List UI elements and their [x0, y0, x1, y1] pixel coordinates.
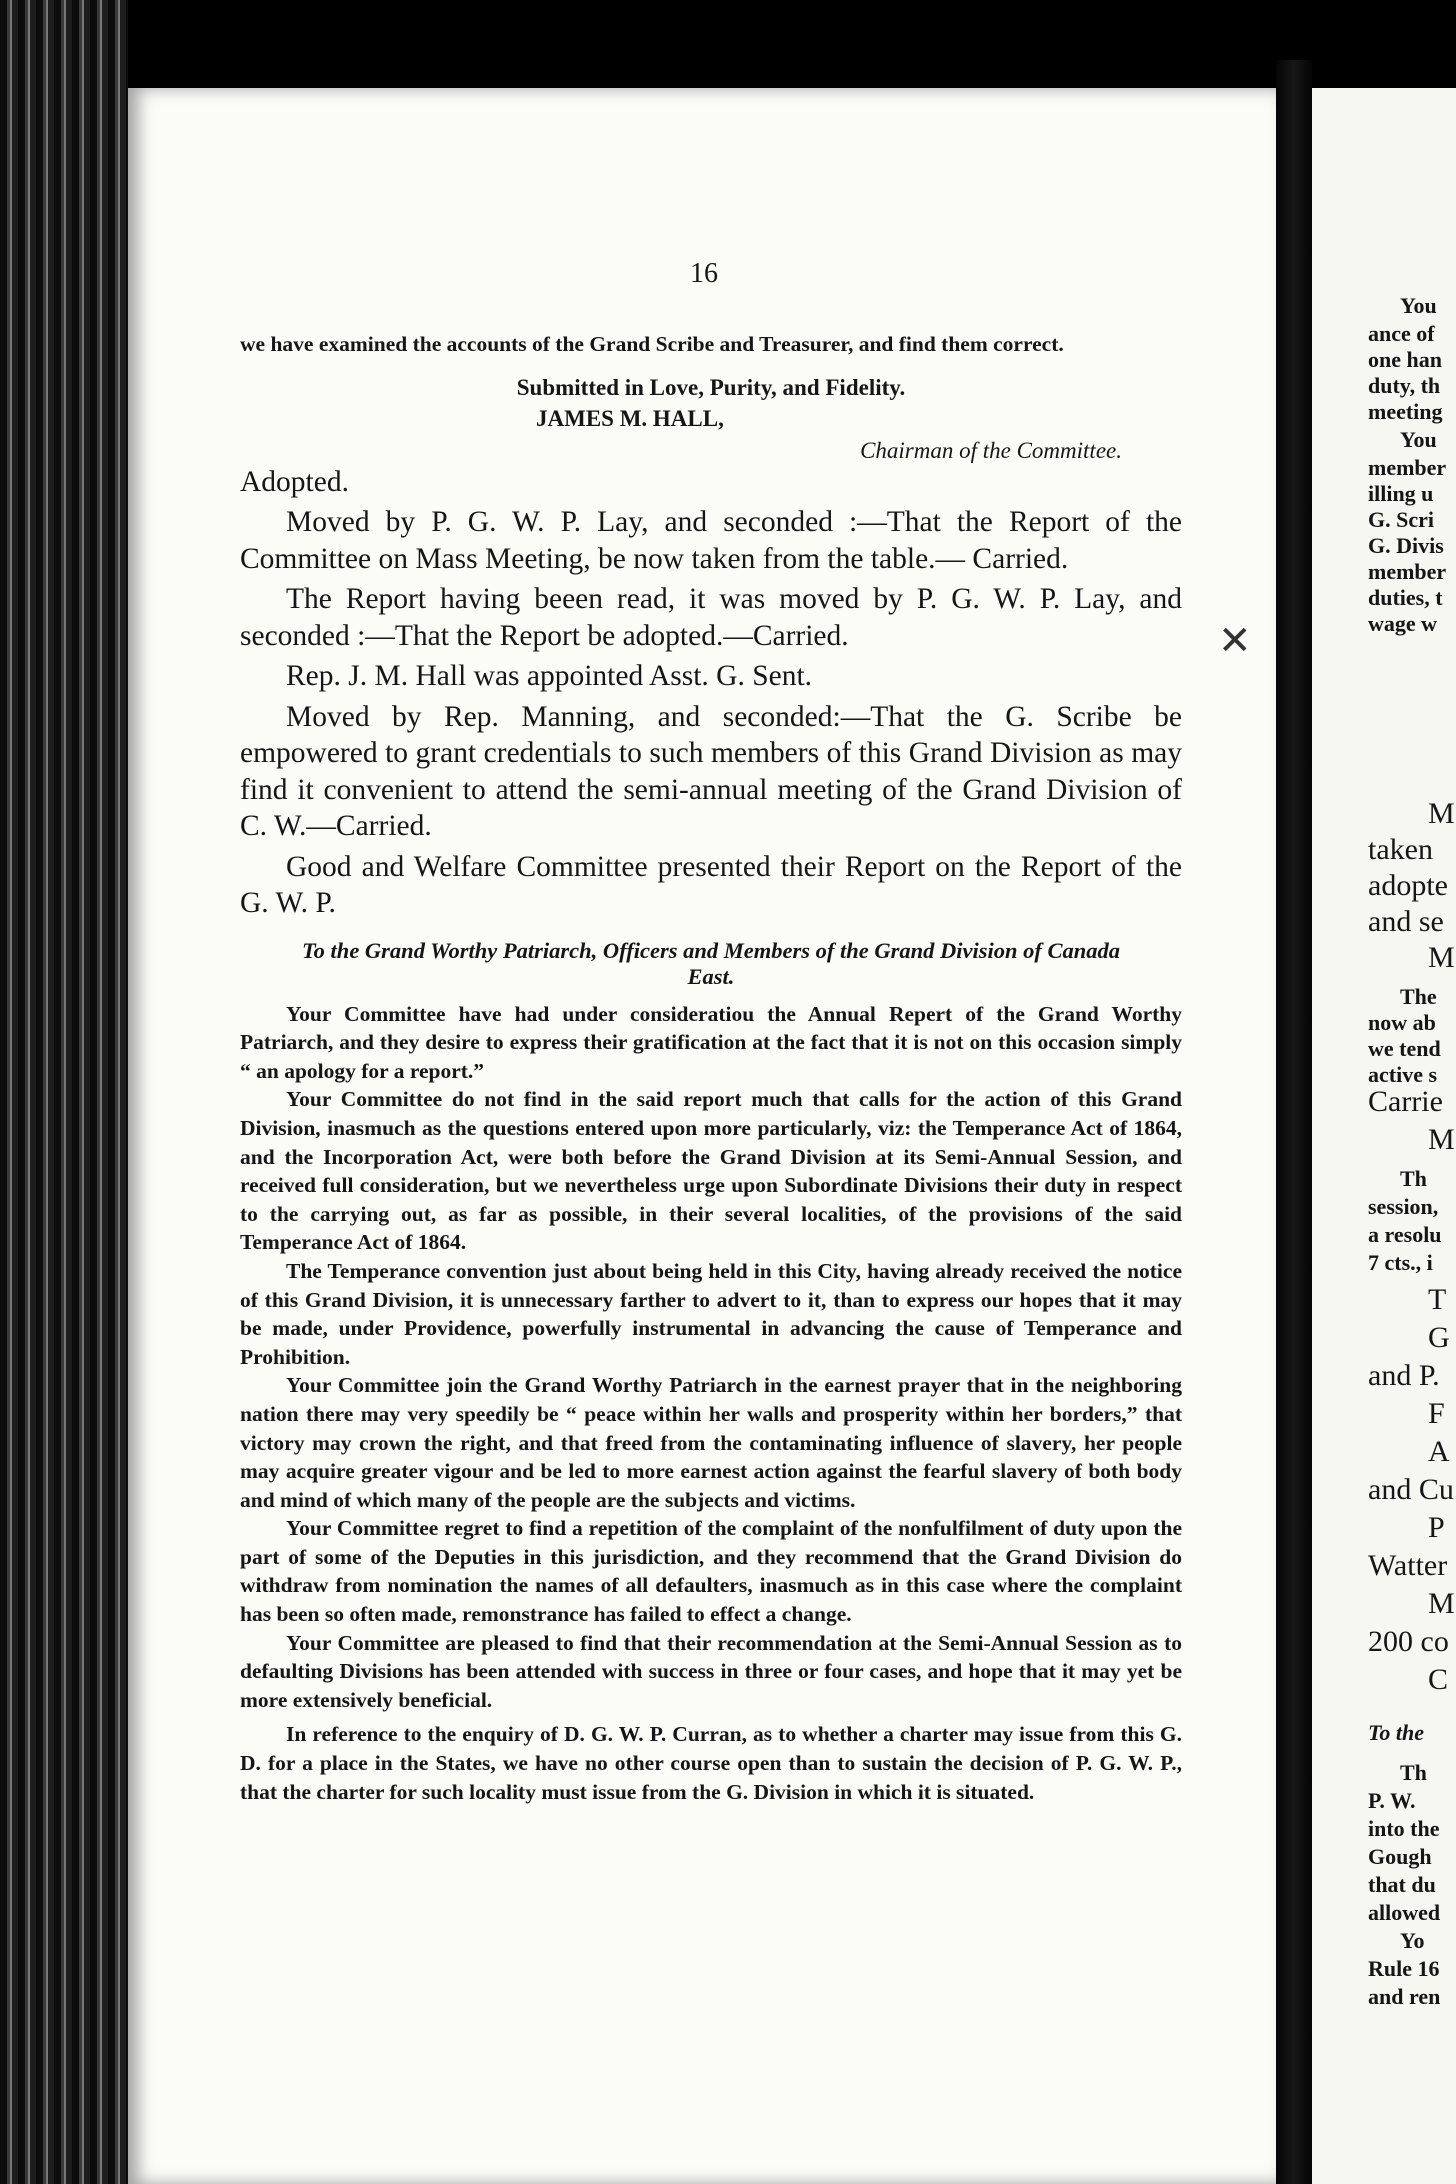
- right-page-fragment: meeting: [1368, 399, 1443, 424]
- right-page-fragment: You: [1400, 293, 1437, 318]
- right-page-fragment: T: [1428, 1283, 1447, 1316]
- right-page-fragment: G. Divis: [1368, 533, 1444, 558]
- right-page-fragment: taken: [1368, 833, 1433, 866]
- right-page-fragment: 200 co: [1368, 1625, 1449, 1658]
- submitted-line: Submitted in Love, Purity, and Fidelity.: [516, 374, 906, 400]
- adopted-line: Adopted.: [240, 465, 349, 498]
- right-page-fragment: and Cu: [1368, 1473, 1454, 1506]
- right-page-fragment: P: [1428, 1511, 1445, 1544]
- right-page-fragment: a resolu: [1368, 1222, 1442, 1247]
- right-page-fragment: Gough: [1368, 1844, 1432, 1869]
- pencil-mark: ✕: [1218, 618, 1252, 664]
- page-content: [240, 250, 1182, 1806]
- page-gutter: [1276, 60, 1312, 2184]
- right-page-fragment: into the: [1368, 1816, 1440, 1841]
- right-page-fragment: allowed: [1368, 1900, 1441, 1925]
- right-page-fragment: that du: [1368, 1872, 1436, 1897]
- report-paragraph: Your Committee regret to find a repetition of the complaint of the nonfulfilment of duty upon the part of some of the Deputies in this jurisdiction, and they recommend that the Grand Division do withdraw from nomination the names of all defaulters, inasmuch as in this case where the complaint has been so often made, remonstrance has failed to effect a change.: [240, 1516, 1182, 1627]
- report-paragraph: The Temperance convention just about being held in this City, having already received the notice of this Grand Division, it is unnecessary farther to advert to it, than to express our hopes that it may be made, under Providence, powerfully instrumental in advancing the cause of Temperance and Prohibition.: [240, 1258, 1182, 1369]
- minute-good-welfare: Good and Welfare Committee presented their Report on the Report of the G. W. P.: [240, 850, 1182, 920]
- right-page-fragment: one han: [1368, 347, 1442, 372]
- right-page-fragment: and P.: [1368, 1359, 1440, 1392]
- report-paragraph: In reference to the enquiry of D. G. W. P. Curran, as to whether a charter may issue from this G. D. for a place in the States, we have no other course open than to sustain the decision of P. G. W. P., that the charter for such locality must issue from the G. Division in which it is situated.: [240, 1722, 1182, 1804]
- report-paragraph: Your Committee join the Grand Worthy Patriarch in the earnest prayer that in the neighboring nation there may very speedily be “ peace within her walls and prosperity within her borders,” that victory may crown the right, and that freed from the contaminating influence of slavery, her people may acquire greater vigour and be led to more earnest action against the fearful slavery of both body and mind of which many of the people are the subjects and victims.: [240, 1373, 1182, 1512]
- right-page-fragment: now ab: [1368, 1010, 1436, 1035]
- signatory-title: Chairman of the Committee.: [860, 437, 1122, 463]
- right-page-fragment: The: [1400, 984, 1437, 1009]
- right-page-fragment: illing u: [1368, 481, 1434, 506]
- right-page-fragment: M: [1428, 797, 1455, 830]
- right-page-fragment: active s: [1368, 1062, 1438, 1087]
- right-page-fragment: and se: [1368, 905, 1444, 938]
- report-paragraph: Your Committee have had under consideratiou the Annual Repert of the Grand Worthy Patriarch, and they desire to express their gratification at the fact that it is not on this occasion simply “ an apology for a report.”: [240, 1001, 1182, 1083]
- accounts-paragraph: we have examined the accounts of the Grand Scribe and Treasurer, and find them correct.: [240, 332, 1064, 356]
- right-page-fragment: M: [1428, 1123, 1455, 1156]
- right-page-fragment: we tend: [1368, 1036, 1441, 1061]
- right-page-fragment: G: [1428, 1321, 1450, 1354]
- right-page-fragment: To the: [1368, 1720, 1425, 1745]
- right-page-fragment: member: [1368, 455, 1447, 480]
- address-heading: To the Grand Worthy Patriarch, Officers and Members of the Grand Division of Canada East.: [302, 937, 1120, 989]
- right-page-fragment: C: [1428, 1663, 1449, 1696]
- right-page-fragment: Yo: [1400, 1928, 1425, 1953]
- signatory-name: JAMES M. HALL,: [536, 405, 724, 431]
- right-page-fragment: session,: [1368, 1194, 1439, 1219]
- right-page-fragment: Th: [1400, 1760, 1427, 1785]
- right-page-fragment: You: [1400, 427, 1437, 452]
- right-page-fragment: M: [1428, 1587, 1455, 1620]
- report-paragraph: Your Committee do not find in the said report much that calls for the action of this Grand Division, inasmuch as the questions entered upon more particularly, viz: the Temperance Act of 1864, and the Incorporation Act, were both before the Grand Division at its Semi-Annual Session, and received full consideration, but we nevertheless urge upon Subordinate Divisions their duty in respect to the carrying out, as far as possible, in their several localities, of the provisions of the said Temperance Act of 1864.: [240, 1087, 1182, 1255]
- minute-credentials: Moved by Rep. Manning, and seconded:—That the G. Scribe be empowered to grant credentials to such members of this Grand Division as may find it convenient to attend the semi-annual meeting of the Grand Division of C. W.—Carried.: [240, 700, 1182, 843]
- right-page-fragment: M: [1428, 941, 1455, 974]
- right-page-fragment: G. Scri: [1368, 507, 1434, 532]
- book-binding-edge: [0, 0, 128, 2184]
- right-page-fragment: P. W.: [1368, 1788, 1416, 1813]
- minute-mass-meeting: Moved by P. G. W. P. Lay, and seconded :—That the Report of the Committee on Mass Meeting, be now taken from the table.— Carried.: [240, 506, 1182, 575]
- right-page-fragment: duties, t: [1368, 585, 1443, 610]
- right-page-fragment: adopte: [1368, 869, 1448, 902]
- right-page-fragment: duty, th: [1368, 373, 1441, 398]
- right-page-fragment: and ren: [1368, 1984, 1441, 2009]
- right-page-fragment: member: [1368, 559, 1447, 584]
- right-page-fragment: 7 cts., i: [1368, 1250, 1433, 1275]
- right-page-fragment: F: [1428, 1397, 1445, 1430]
- page-number: 16: [690, 258, 718, 289]
- report-paragraph: Your Committee are pleased to find that their recommendation at the Semi-Annual Session as to defaulting Divisions has been attended with success in three or four cases, and hope that it may yet be more extensively beneficial.: [240, 1630, 1182, 1712]
- right-page-fragment: Carrie: [1368, 1085, 1443, 1118]
- right-page-fragment: wage w: [1368, 611, 1438, 636]
- right-page-fragment: Watter: [1368, 1549, 1448, 1582]
- minute-report-adopted: The Report having beeen read, it was moved by P. G. W. P. Lay, and seconded :—That the Report be adopted.—Carried.: [240, 583, 1182, 652]
- minute-appointment: Rep. J. M. Hall was appointed Asst. G. Sent.: [286, 660, 813, 693]
- right-page-fragment: ance of: [1368, 321, 1435, 346]
- right-page-fragment: A: [1428, 1435, 1450, 1468]
- right-page-fragment: Rule 16: [1368, 1956, 1440, 1981]
- right-page-fragment: Th: [1400, 1166, 1427, 1191]
- right-page: [1312, 88, 1456, 2184]
- scan-border-top: [0, 0, 1456, 95]
